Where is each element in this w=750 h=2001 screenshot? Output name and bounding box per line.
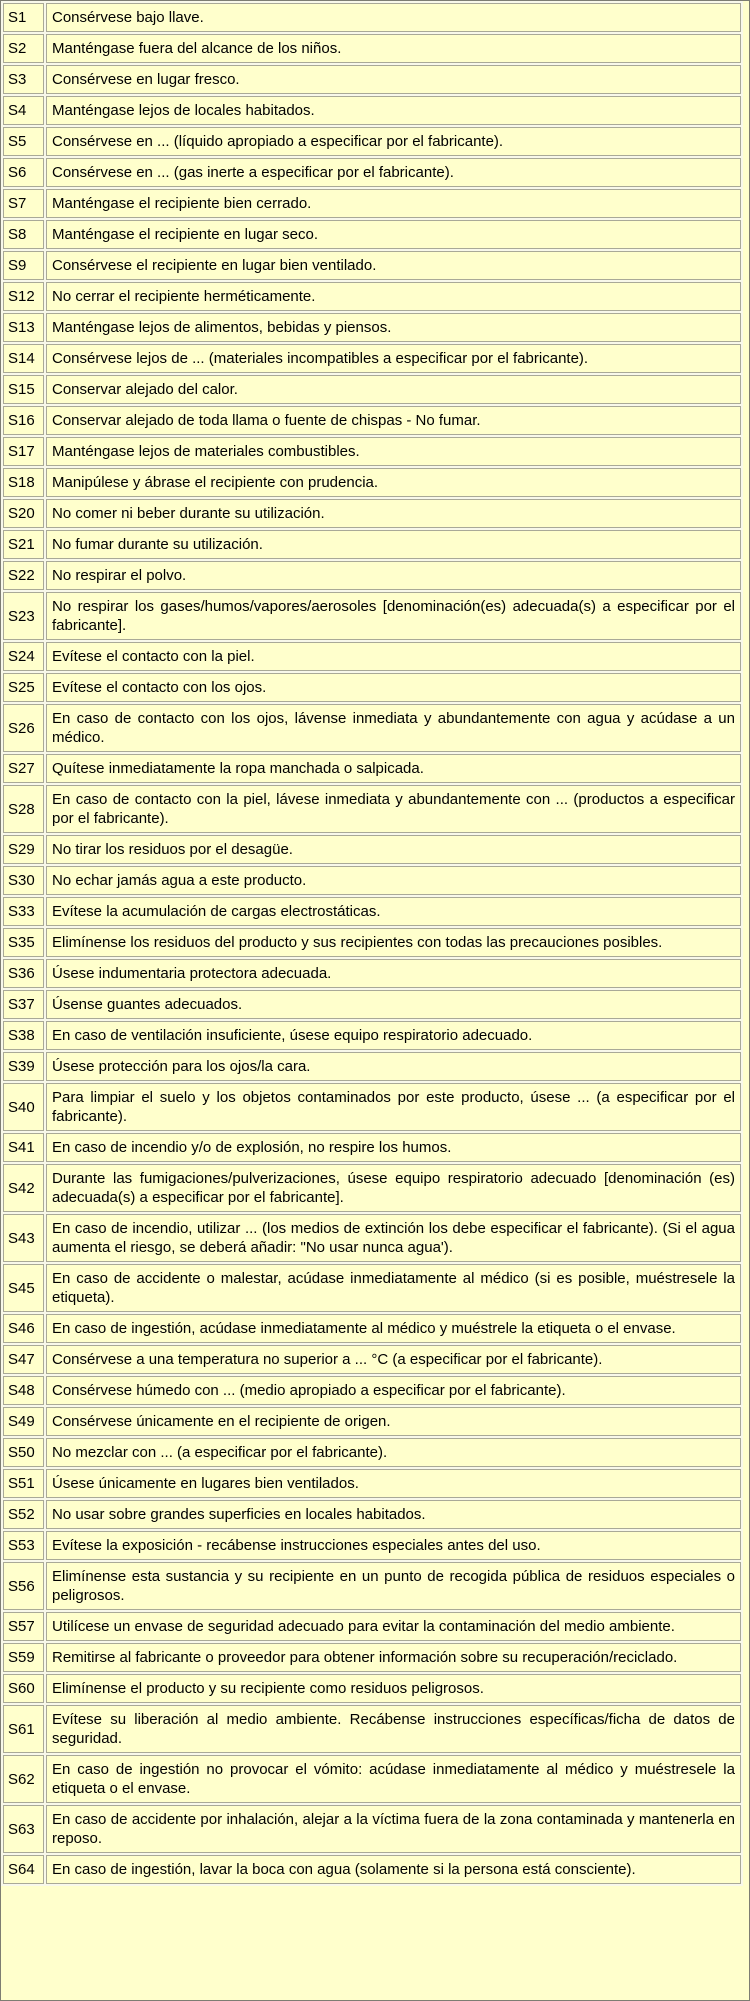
s-phrase-cell: Úsense guantes adecuados. bbox=[46, 990, 741, 1019]
s-phrase-cell: No cerrar el recipiente herméticamente. bbox=[46, 282, 741, 311]
table-row bbox=[3, 1021, 741, 1050]
table-row bbox=[3, 1314, 741, 1343]
s-phrase-cell: No respirar el polvo. bbox=[46, 561, 741, 590]
table-row bbox=[3, 313, 741, 342]
s-phrase-cell: Manténgase el recipiente en lugar seco. bbox=[46, 220, 741, 249]
table-row bbox=[3, 499, 741, 528]
table-row bbox=[3, 1805, 741, 1853]
s-code-cell: S60 bbox=[3, 1674, 44, 1703]
table-row bbox=[3, 158, 741, 187]
table-row bbox=[3, 3, 741, 32]
table-row bbox=[3, 1612, 741, 1641]
s-code-cell: S45 bbox=[3, 1264, 44, 1312]
s-code-cell: S62 bbox=[3, 1755, 44, 1803]
s-phrase-cell: No tirar los residuos por el desagüe. bbox=[46, 835, 741, 864]
s-phrase-cell: Consérvese a una temperatura no superior a ... °C (a especificar por el fabricante). bbox=[46, 1345, 741, 1374]
table-row bbox=[3, 344, 741, 373]
s-code-cell: S22 bbox=[3, 561, 44, 590]
s-phrase-cell: Úsese protección para los ojos/la cara. bbox=[46, 1052, 741, 1081]
table-row bbox=[3, 704, 741, 752]
s-phrase-cell: Evítese la acumulación de cargas electrostáticas. bbox=[46, 897, 741, 926]
s-phrase-cell: Para limpiar el suelo y los objetos contaminados por este producto, úsese ... (a especificar por el fabricante). bbox=[46, 1083, 741, 1131]
s-code-cell: S30 bbox=[3, 866, 44, 895]
s-phrase-cell: Consérvese lejos de ... (materiales incompatibles a especificar por el fabricante). bbox=[46, 344, 741, 373]
table-row bbox=[3, 1643, 741, 1672]
table-row bbox=[3, 1855, 741, 1884]
table-row bbox=[3, 561, 741, 590]
table-row bbox=[3, 897, 741, 926]
s-code-cell: S37 bbox=[3, 990, 44, 1019]
s-code-cell: S59 bbox=[3, 1643, 44, 1672]
table-row bbox=[3, 34, 741, 63]
table-row bbox=[3, 282, 741, 311]
s-phrase-cell: Consérvese en ... (gas inerte a especificar por el fabricante). bbox=[46, 158, 741, 187]
s-code-cell: S61 bbox=[3, 1705, 44, 1753]
s-code-cell: S13 bbox=[3, 313, 44, 342]
table-row bbox=[3, 592, 741, 640]
s-code-cell: S53 bbox=[3, 1531, 44, 1560]
s-phrase-cell: En caso de ingestión, acúdase inmediatamente al médico y muéstrele la etiqueta o el envase. bbox=[46, 1314, 741, 1343]
s-code-cell: S39 bbox=[3, 1052, 44, 1081]
s-phrases-table bbox=[1, 1, 743, 1886]
table-row bbox=[3, 189, 741, 218]
table-row bbox=[3, 1376, 741, 1405]
s-phrase-cell: En caso de ingestión no provocar el vómito: acúdase inmediatamente al médico y muéstresele la etiqueta o el envase. bbox=[46, 1755, 741, 1803]
s-code-cell: S4 bbox=[3, 96, 44, 125]
s-code-cell: S42 bbox=[3, 1164, 44, 1212]
s-code-cell: S17 bbox=[3, 437, 44, 466]
s-code-cell: S36 bbox=[3, 959, 44, 988]
s-phrase-cell: Utilícese un envase de seguridad adecuado para evitar la contaminación del medio ambiente. bbox=[46, 1612, 741, 1641]
s-code-cell: S38 bbox=[3, 1021, 44, 1050]
table-row bbox=[3, 866, 741, 895]
table-row bbox=[3, 1469, 741, 1498]
s-code-cell: S29 bbox=[3, 835, 44, 864]
s-phrase-cell: No echar jamás agua a este producto. bbox=[46, 866, 741, 895]
table-row bbox=[3, 468, 741, 497]
s-code-cell: S18 bbox=[3, 468, 44, 497]
table-row bbox=[3, 785, 741, 833]
table-row bbox=[3, 1052, 741, 1081]
table-row bbox=[3, 642, 741, 671]
table-row bbox=[3, 437, 741, 466]
s-phrase-cell: Conservar alejado de toda llama o fuente de chispas - No fumar. bbox=[46, 406, 741, 435]
s-code-cell: S50 bbox=[3, 1438, 44, 1467]
s-phrase-cell: No fumar durante su utilización. bbox=[46, 530, 741, 559]
table-row bbox=[3, 1345, 741, 1374]
s-phrase-cell: Manténgase el recipiente bien cerrado. bbox=[46, 189, 741, 218]
s-code-cell: S64 bbox=[3, 1855, 44, 1884]
table-row bbox=[3, 1083, 741, 1131]
s-code-cell: S52 bbox=[3, 1500, 44, 1529]
s-phrase-cell: Consérvese húmedo con ... (medio apropiado a especificar por el fabricante). bbox=[46, 1376, 741, 1405]
table-row bbox=[3, 220, 741, 249]
s-phrase-cell: Manténgase lejos de locales habitados. bbox=[46, 96, 741, 125]
table-row bbox=[3, 1500, 741, 1529]
s-phrase-cell: Consérvese el recipiente en lugar bien ventilado. bbox=[46, 251, 741, 280]
table-row bbox=[3, 1705, 741, 1753]
s-code-cell: S23 bbox=[3, 592, 44, 640]
table-row bbox=[3, 127, 741, 156]
s-phrase-cell: Consérvese en ... (líquido apropiado a especificar por el fabricante). bbox=[46, 127, 741, 156]
s-code-cell: S63 bbox=[3, 1805, 44, 1853]
table-row bbox=[3, 1674, 741, 1703]
s-phrase-cell: Manténgase lejos de materiales combustibles. bbox=[46, 437, 741, 466]
s-code-cell: S49 bbox=[3, 1407, 44, 1436]
s-code-cell: S12 bbox=[3, 282, 44, 311]
s-code-cell: S20 bbox=[3, 499, 44, 528]
s-phrase-cell: Elimínense esta sustancia y su recipiente en un punto de recogida pública de residuos especiales o peligrosos. bbox=[46, 1562, 741, 1610]
table-row bbox=[3, 1562, 741, 1610]
s-phrase-cell: En caso de incendio y/o de explosión, no respire los humos. bbox=[46, 1133, 741, 1162]
table-row bbox=[3, 96, 741, 125]
s-code-cell: S9 bbox=[3, 251, 44, 280]
s-code-cell: S43 bbox=[3, 1214, 44, 1262]
table-row bbox=[3, 1264, 741, 1312]
s-phrase-cell: En caso de ventilación insuficiente, úsese equipo respiratorio adecuado. bbox=[46, 1021, 741, 1050]
s-code-cell: S28 bbox=[3, 785, 44, 833]
s-phrases-table-body bbox=[3, 3, 741, 1884]
s-phrase-cell: Úsese indumentaria protectora adecuada. bbox=[46, 959, 741, 988]
table-row bbox=[3, 1531, 741, 1560]
s-phrase-cell: En caso de ingestión, lavar la boca con agua (solamente si la persona está consciente). bbox=[46, 1855, 741, 1884]
s-code-cell: S21 bbox=[3, 530, 44, 559]
s-code-cell: S2 bbox=[3, 34, 44, 63]
s-code-cell: S51 bbox=[3, 1469, 44, 1498]
s-phrase-cell: No comer ni beber durante su utilización. bbox=[46, 499, 741, 528]
s-code-cell: S1 bbox=[3, 3, 44, 32]
table-row bbox=[3, 1164, 741, 1212]
s-code-cell: S16 bbox=[3, 406, 44, 435]
table-row bbox=[3, 928, 741, 957]
s-phrase-cell: En caso de contacto con los ojos, lávense inmediata y abundantemente con agua y acúdase a un médico. bbox=[46, 704, 741, 752]
s-code-cell: S56 bbox=[3, 1562, 44, 1610]
s-phrase-cell: Consérvese únicamente en el recipiente de origen. bbox=[46, 1407, 741, 1436]
s-code-cell: S57 bbox=[3, 1612, 44, 1641]
table-row bbox=[3, 1214, 741, 1262]
s-code-cell: S26 bbox=[3, 704, 44, 752]
s-code-cell: S3 bbox=[3, 65, 44, 94]
s-phrase-cell: En caso de contacto con la piel, lávese inmediata y abundantemente con ... (productos a especificar por el fabricante). bbox=[46, 785, 741, 833]
s-phrase-cell: Evítese el contacto con los ojos. bbox=[46, 673, 741, 702]
s-phrase-cell: No mezclar con ... (a especificar por el fabricante). bbox=[46, 1438, 741, 1467]
table-row bbox=[3, 1407, 741, 1436]
s-code-cell: S14 bbox=[3, 344, 44, 373]
table-row bbox=[3, 1438, 741, 1467]
table-row bbox=[3, 835, 741, 864]
s-phrase-cell: En caso de incendio, utilizar ... (los medios de extinción los debe especificar el fabricante). (Si el agua aumenta el riesgo, se deberá añadir: "No usar nunca agua'). bbox=[46, 1214, 741, 1262]
s-phrase-cell: Elimínense el producto y su recipiente como residuos peligrosos. bbox=[46, 1674, 741, 1703]
s-phrase-cell: Remitirse al fabricante o proveedor para obtener información sobre su recuperación/reciclado. bbox=[46, 1643, 741, 1672]
s-code-cell: S46 bbox=[3, 1314, 44, 1343]
table-row bbox=[3, 375, 741, 404]
s-phrase-cell: Quítese inmediatamente la ropa manchada o salpicada. bbox=[46, 754, 741, 783]
table-row bbox=[3, 1133, 741, 1162]
s-code-cell: S25 bbox=[3, 673, 44, 702]
table-row bbox=[3, 530, 741, 559]
s-phrase-cell: No usar sobre grandes superficies en locales habitados. bbox=[46, 1500, 741, 1529]
s-phrase-cell: Manipúlese y ábrase el recipiente con prudencia. bbox=[46, 468, 741, 497]
s-phrase-cell: Evítese la exposición - recábense instrucciones especiales antes del uso. bbox=[46, 1531, 741, 1560]
table-row bbox=[3, 65, 741, 94]
s-phrase-cell: En caso de accidente o malestar, acúdase inmediatamente al médico (si es posible, muéstresele la etiqueta). bbox=[46, 1264, 741, 1312]
s-code-cell: S6 bbox=[3, 158, 44, 187]
s-code-cell: S41 bbox=[3, 1133, 44, 1162]
table-row bbox=[3, 754, 741, 783]
s-phrase-cell: En caso de accidente por inhalación, alejar a la víctima fuera de la zona contaminada y mantenerla en reposo. bbox=[46, 1805, 741, 1853]
s-phrase-cell: Evítese su liberación al medio ambiente. Recábense instrucciones específicas/ficha de datos de seguridad. bbox=[46, 1705, 741, 1753]
s-code-cell: S5 bbox=[3, 127, 44, 156]
s-phrase-cell: Úsese únicamente en lugares bien ventilados. bbox=[46, 1469, 741, 1498]
s-code-cell: S33 bbox=[3, 897, 44, 926]
s-code-cell: S24 bbox=[3, 642, 44, 671]
s-phrase-cell: Evítese el contacto con la piel. bbox=[46, 642, 741, 671]
table-row bbox=[3, 1755, 741, 1803]
s-phrase-cell: Manténgase lejos de alimentos, bebidas y piensos. bbox=[46, 313, 741, 342]
s-code-cell: S7 bbox=[3, 189, 44, 218]
s-code-cell: S27 bbox=[3, 754, 44, 783]
s-phrase-cell: Conservar alejado del calor. bbox=[46, 375, 741, 404]
s-code-cell: S47 bbox=[3, 1345, 44, 1374]
s-phrase-cell: No respirar los gases/humos/vapores/aerosoles [denominación(es) adecuada(s) a especificar por el fabricante]. bbox=[46, 592, 741, 640]
s-phrase-cell: Durante las fumigaciones/pulverizaciones, úsese equipo respiratorio adecuado [denominación (es) adecuada(s) a especificar por el fabricante]. bbox=[46, 1164, 741, 1212]
s-phrase-cell: Manténgase fuera del alcance de los niños. bbox=[46, 34, 741, 63]
s-code-cell: S40 bbox=[3, 1083, 44, 1131]
s-phrase-cell: Consérvese en lugar fresco. bbox=[46, 65, 741, 94]
table-row bbox=[3, 959, 741, 988]
table-row bbox=[3, 406, 741, 435]
s-code-cell: S8 bbox=[3, 220, 44, 249]
table-row bbox=[3, 673, 741, 702]
table-row bbox=[3, 251, 741, 280]
table-row bbox=[3, 990, 741, 1019]
s-code-cell: S35 bbox=[3, 928, 44, 957]
s-phrase-cell: Elimínense los residuos del producto y sus recipientes con todas las precauciones posibles. bbox=[46, 928, 741, 957]
s-phrase-cell: Consérvese bajo llave. bbox=[46, 3, 741, 32]
s-code-cell: S48 bbox=[3, 1376, 44, 1405]
s-code-cell: S15 bbox=[3, 375, 44, 404]
